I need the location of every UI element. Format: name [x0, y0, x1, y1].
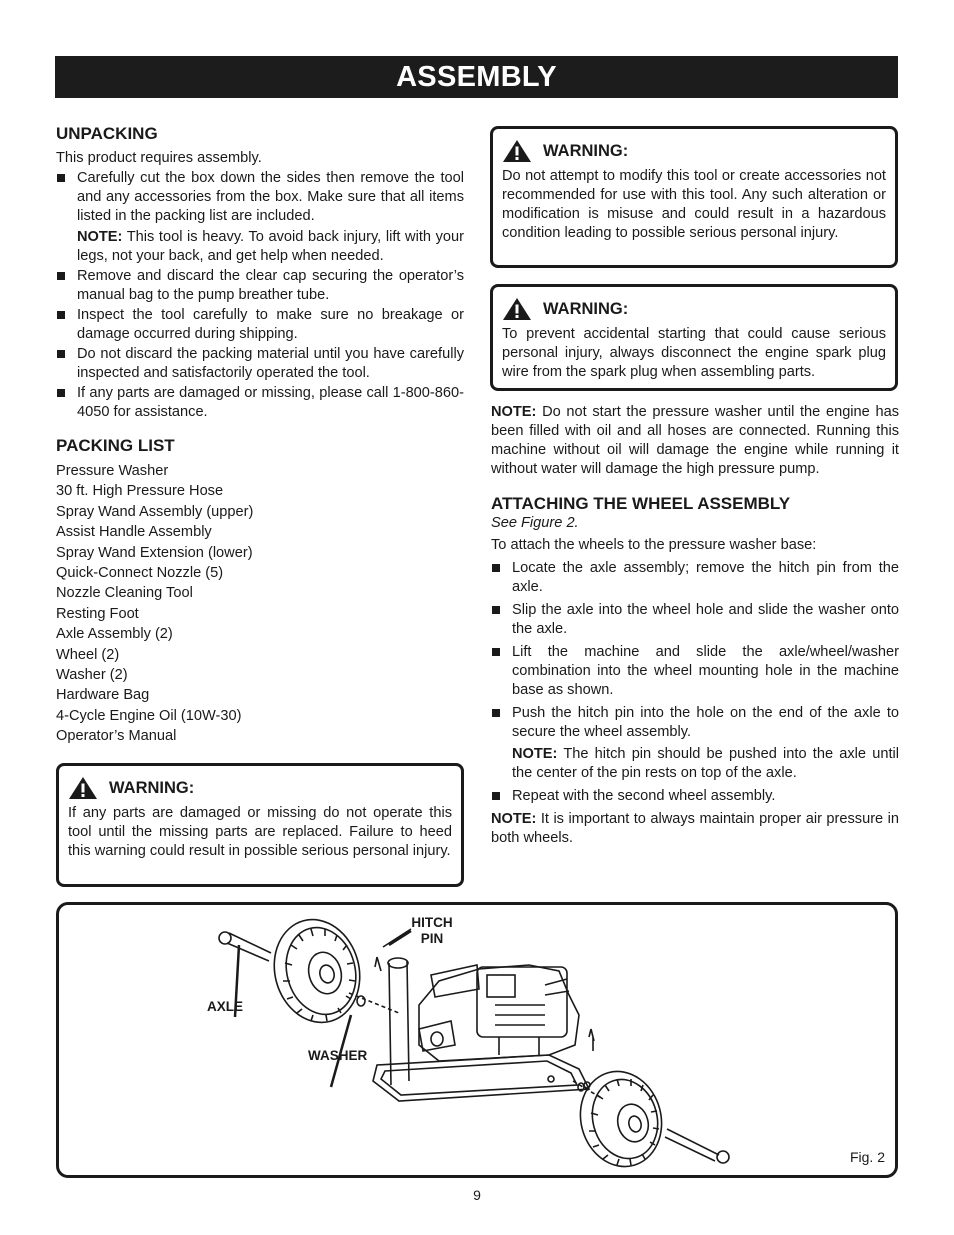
list-item: Operator’s Manual [56, 728, 177, 745]
packing-list [56, 461, 464, 747]
warning-text: To prevent accidental starting that could cause serious personal injury, always disconnect the engine spark plug wire from the spark plug when assembling parts. [502, 326, 886, 380]
washer-label: WASHER [308, 1048, 368, 1063]
axle-label: AXLE [207, 999, 244, 1014]
list-item: Nozzle Cleaning Tool [56, 585, 193, 602]
warning-label: WARNING: [543, 299, 629, 318]
unpacking-intro: This product requires assembly. [56, 150, 262, 166]
figure-2-box [56, 902, 898, 1178]
list-item: If any parts are damaged or missing, please call 1-800-860-4050 for assistance. [56, 384, 464, 422]
note-label: NOTE: [491, 404, 537, 420]
engine-note [491, 403, 899, 479]
wheel-assembly-heading: ATTACHING THE WHEEL ASSEMBLY [491, 494, 791, 513]
warning-header [502, 297, 886, 321]
warning-header [68, 776, 452, 800]
note-label: NOTE: [512, 746, 558, 762]
hitch-label-line: HITCH [411, 915, 453, 930]
warning-text: If any parts are damaged or missing do not operate this tool until the missing parts are replaced. Failure to heed this warning could result in possible serious personal injury. [68, 805, 452, 859]
note-label: NOTE: [491, 811, 537, 827]
see-figure-ref: See Figure 2. [491, 515, 579, 531]
warning-text: Do not attempt to modify this tool or create accessories not recommended for use with this tool. Any such alteration or modification is misuse and could result in a hazardous condition leading to possible serious personal injury. [502, 168, 886, 241]
list-item: Resting Foot [56, 605, 139, 622]
left-column [56, 124, 464, 747]
warning-box-modify [490, 126, 898, 268]
wheel-right-drawing [570, 1062, 672, 1175]
note-text: Do not start the pressure washer until the engine has been filled with oil and all hoses are connected. Running this machine without oil will damage the engine while running it without water will damage the high pressure pump. [491, 404, 899, 477]
list-item: Quick-Connect Nozzle (5) [56, 565, 224, 582]
axle-right-drawing [665, 1129, 729, 1163]
list-item: Remove and discard the clear cap securing the operator’s manual bag to the pump breather tube. [56, 267, 464, 305]
wheel-steps-list [491, 559, 899, 742]
list-item: Locate the axle assembly; remove the hitch pin from the axle. [491, 559, 899, 597]
warning-box-spark-plug [490, 284, 898, 391]
note-text: The hitch pin should be pushed into the axle until the center of the pin rests on top of the axle. [512, 746, 899, 781]
wheel-intro: To attach the wheels to the pressure washer base: [491, 537, 817, 553]
warning-box-parts [56, 763, 464, 887]
wheel-steps-list-end [491, 787, 899, 806]
pin-label-line: PIN [420, 931, 444, 946]
wheel-assembly-illustration [59, 905, 895, 1175]
list-item: Do not discard the packing material until you have carefully inspected and satisfactorily operated the tool. [56, 345, 464, 383]
list-item: Spray Wand Assembly (upper) [56, 503, 254, 520]
list-item: 4-Cycle Engine Oil (10W-30) [56, 707, 242, 724]
note-text: This tool is heavy. To avoid back injury, lift with your legs, not your back, and get help when needed. [77, 229, 464, 264]
warning-triangle-icon [502, 139, 532, 163]
warning-label: WARNING: [543, 141, 629, 160]
list-item: Spray Wand Extension (lower) [56, 544, 253, 561]
list-item: Pressure Washer [56, 463, 169, 479]
heavy-note [77, 228, 464, 266]
note-label: NOTE: [77, 229, 123, 245]
list-item: 30 ft. High Pressure Hose [56, 483, 224, 500]
packing-list-heading: PACKING LIST [56, 436, 175, 455]
list-item [56, 169, 464, 266]
list-item: Assist Handle Assembly [56, 524, 212, 541]
pressure-washer-drawing [373, 958, 590, 1101]
warning-label: WARNING: [109, 778, 195, 797]
list-item: Repeat with the second wheel assembly. [491, 787, 899, 806]
list-item-text: Carefully cut the box down the sides then remove the tool and any accessories from the box. Make sure that all items listed in the packing list are included. [77, 170, 464, 224]
list-item: Axle Assembly (2) [56, 626, 173, 643]
list-item: Hardware Bag [56, 687, 150, 704]
right-column-lower [491, 403, 899, 848]
hitch-pin-label [402, 915, 462, 947]
air-pressure-note [491, 810, 899, 848]
page-title: ASSEMBLY [55, 56, 898, 98]
figure-caption: Fig. 2 [849, 1149, 885, 1165]
unpacking-list [56, 169, 464, 422]
note-text: It is important to always maintain proper air pressure in both wheels. [491, 811, 899, 846]
list-item: Lift the machine and slide the axle/wheel/washer combination into the wheel mounting hole in the machine base as shown. [491, 643, 899, 700]
list-item: Push the hitch pin into the hole on the end of the axle to secure the wheel assembly. [491, 704, 899, 742]
page-number: 9 [473, 1187, 481, 1203]
hitch-pin-note [491, 745, 899, 783]
unpacking-heading: UNPACKING [56, 124, 158, 143]
warning-triangle-icon [502, 297, 532, 321]
list-item: Wheel (2) [56, 646, 120, 663]
list-item: Washer (2) [56, 667, 128, 684]
list-item: Inspect the tool carefully to make sure no breakage or damage occurred during shipping. [56, 306, 464, 344]
warning-triangle-icon [68, 776, 98, 800]
warning-header [502, 139, 886, 163]
list-item: Slip the axle into the wheel hole and slide the washer onto the axle. [491, 601, 899, 639]
